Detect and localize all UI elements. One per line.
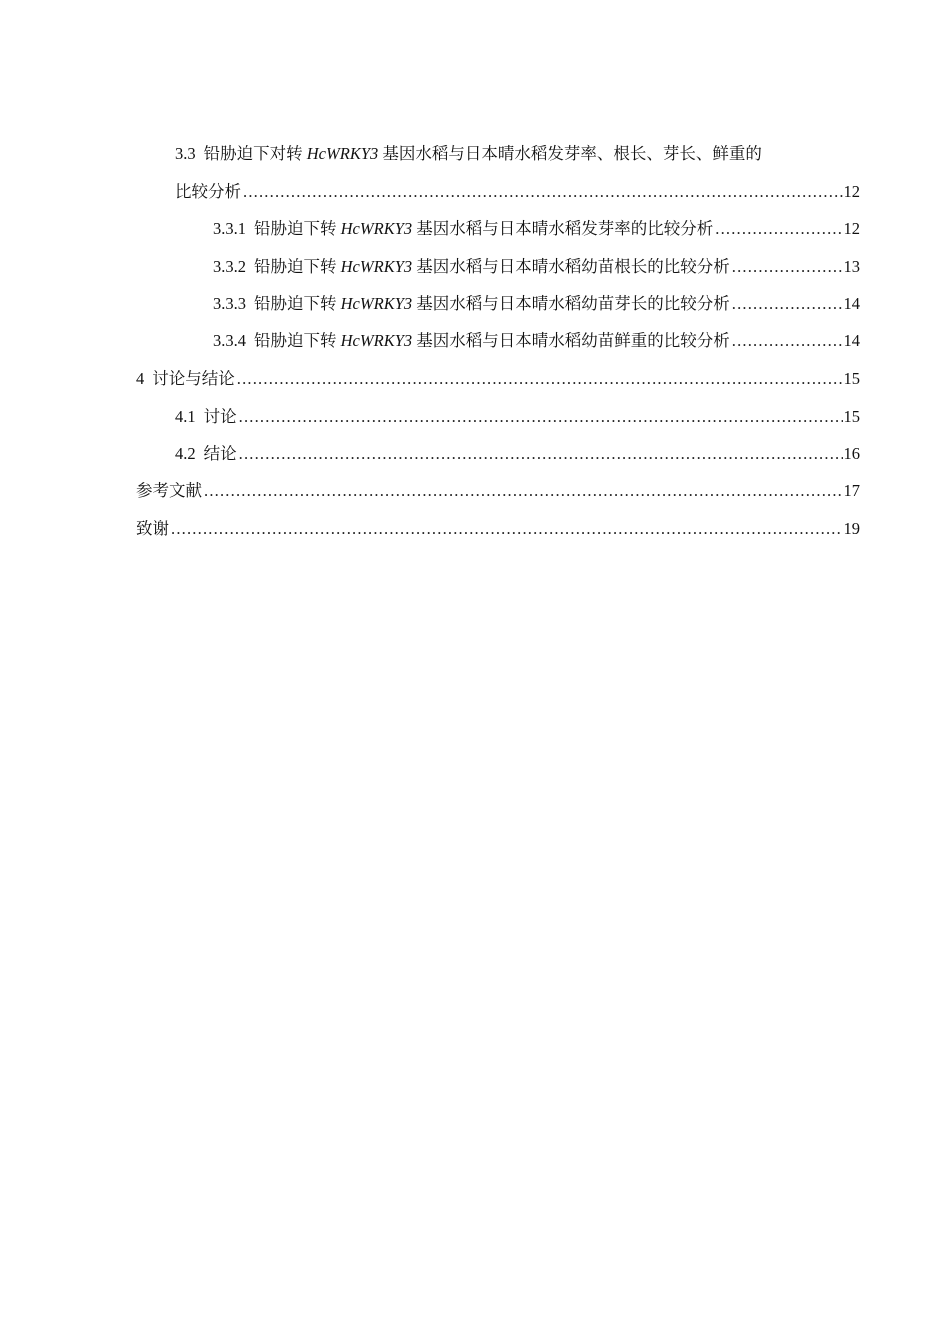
page-number: 14	[843, 294, 860, 313]
section-number: 3.3.1	[213, 219, 246, 238]
toc-entry-4[interactable]	[136, 367, 860, 391]
page-number: 19	[843, 519, 860, 538]
toc-entry-3-3-1[interactable]	[213, 217, 860, 241]
toc-entry-3-3-2[interactable]	[213, 255, 860, 279]
section-number: 3.3.3	[213, 294, 246, 313]
entry-title: 致谢	[136, 519, 169, 538]
entry-text: 比较分析	[175, 182, 241, 201]
page-number: 13	[843, 257, 860, 276]
leader-dots	[239, 442, 843, 466]
page-number: 16	[843, 444, 860, 463]
toc-entry-3-3-line2[interactable]	[175, 180, 860, 204]
entry-text: 铅胁迫下对转	[203, 144, 307, 163]
leader-dots	[715, 217, 842, 241]
section-number: 3.3.4	[213, 331, 246, 350]
page-number: 12	[843, 182, 860, 201]
toc-entry-3-3-3[interactable]	[213, 292, 860, 316]
section-number: 3.3.2	[213, 257, 246, 276]
entry-title: 参考文献	[136, 481, 202, 500]
toc-entry-references[interactable]	[136, 479, 860, 503]
entry-title: 讨论与结论	[152, 369, 235, 388]
entry-text: 基因水稻与日本晴水稻发芽率、根长、芽长、鲜重的	[378, 144, 762, 163]
page-number: 12	[843, 219, 860, 238]
leader-dots	[171, 517, 843, 541]
page-number: 14	[843, 331, 860, 350]
leader-dots	[732, 255, 843, 279]
toc-entry-4-2[interactable]	[175, 442, 860, 466]
leader-dots	[732, 292, 843, 316]
leader-dots	[243, 180, 843, 204]
toc-entry-3-3-4[interactable]	[213, 329, 860, 353]
toc-entry-3-3-line1[interactable]	[175, 142, 762, 166]
entry-title: 铅胁迫下转 HcWRKY3 基因水稻与日本晴水稻发芽率的比较分析	[254, 219, 714, 238]
section-number: 4	[136, 369, 145, 388]
toc-entry-acknowledgements[interactable]	[136, 517, 860, 541]
gene-name: HcWRKY3	[340, 219, 413, 238]
leader-dots	[239, 405, 843, 429]
entry-title: 铅胁迫下转 HcWRKY3 基因水稻与日本晴水稻幼苗鲜重的比较分析	[254, 331, 730, 350]
section-number: 3.3	[175, 144, 196, 163]
section-number: 4.2	[175, 444, 196, 463]
page-number: 15	[843, 407, 860, 426]
gene-name: HcWRKY3	[340, 331, 413, 350]
gene-name: HcWRKY3	[340, 257, 413, 276]
leader-dots	[237, 367, 843, 391]
gene-name: HcWRKY3	[340, 294, 413, 313]
leader-dots	[204, 479, 843, 503]
entry-title: 铅胁迫下转 HcWRKY3 基因水稻与日本晴水稻幼苗根长的比较分析	[254, 257, 730, 276]
gene-name: HcWRKY3	[306, 144, 379, 163]
entry-title: 讨论	[203, 407, 237, 426]
entry-title: 铅胁迫下转 HcWRKY3 基因水稻与日本晴水稻幼苗芽长的比较分析	[254, 294, 730, 313]
page-number: 15	[843, 369, 860, 388]
section-number: 4.1	[175, 407, 196, 426]
page-number: 17	[843, 481, 860, 500]
toc-entry-4-1[interactable]	[175, 405, 860, 429]
entry-title: 结论	[203, 444, 237, 463]
leader-dots	[732, 329, 843, 353]
